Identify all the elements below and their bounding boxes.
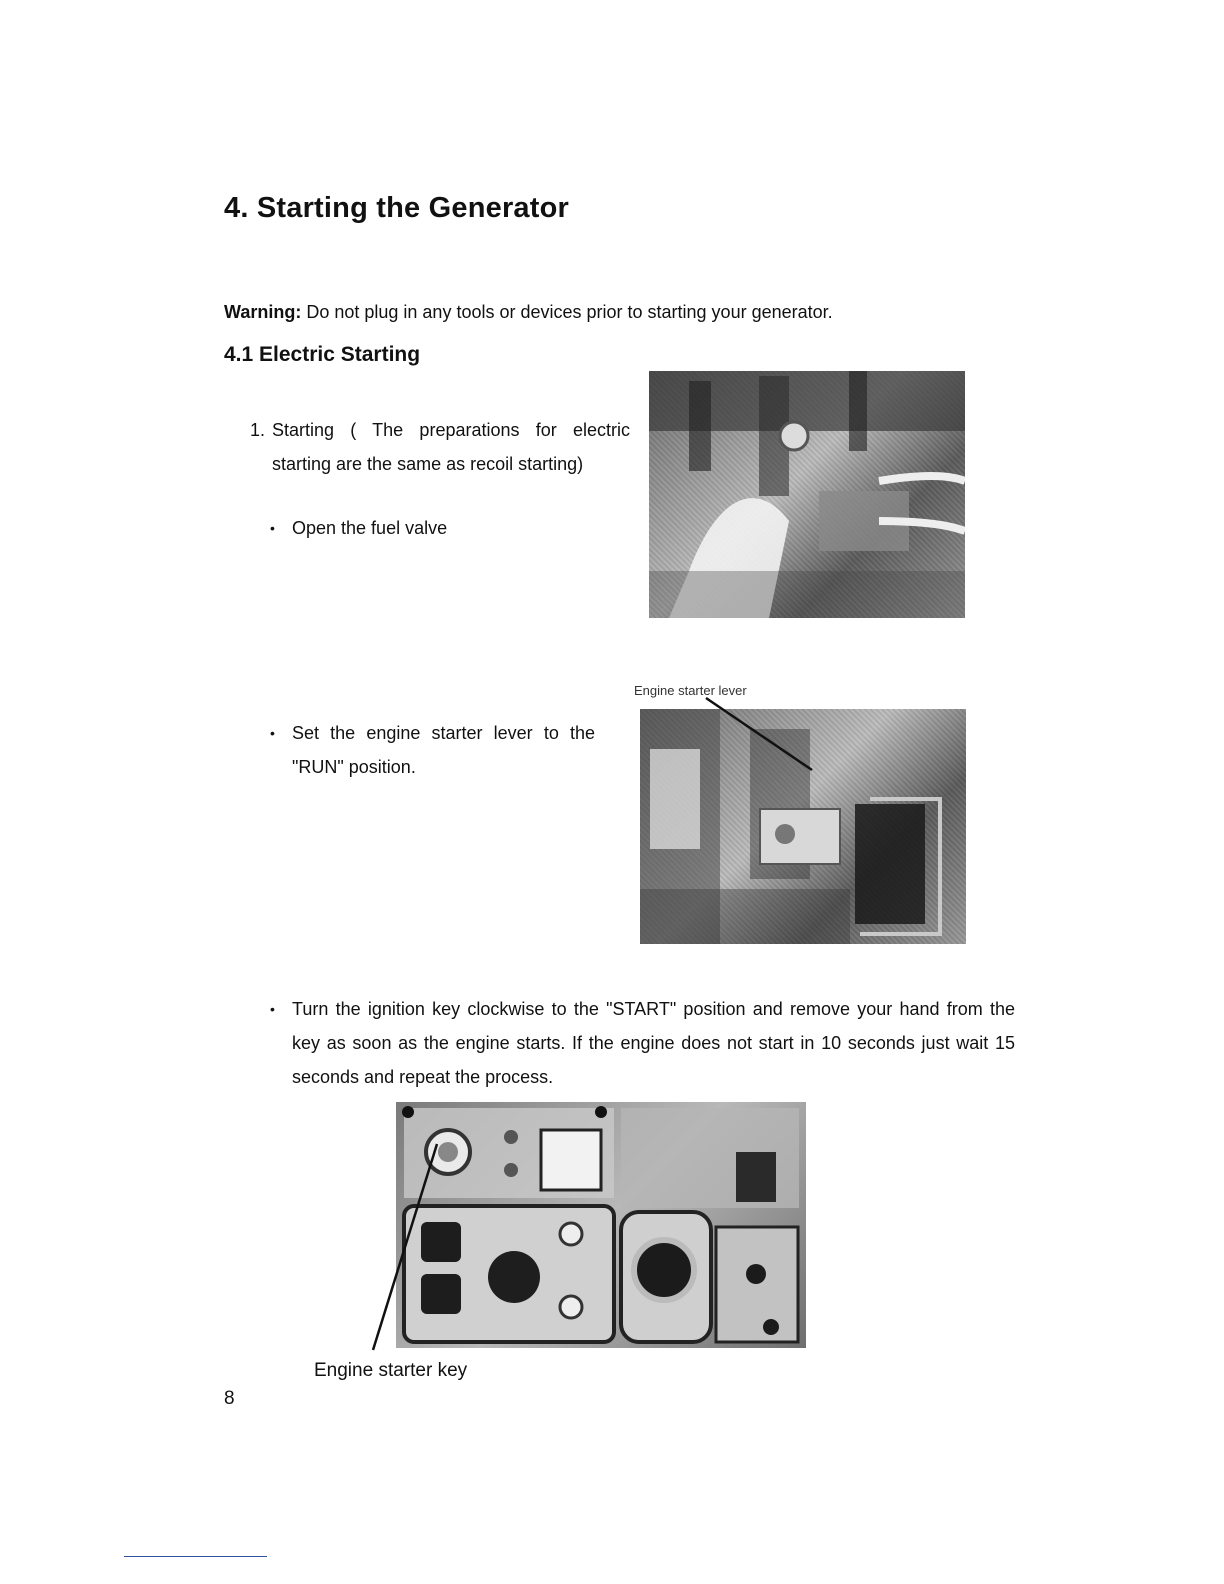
warning-label: Warning: <box>224 302 302 322</box>
warning-note <box>224 302 833 323</box>
bullet-ignition-key <box>270 992 1015 1094</box>
bullet-icon: • <box>270 725 275 741</box>
bullet-starter-lever <box>270 716 595 784</box>
bullet-fuel-valve <box>270 511 610 545</box>
control-panel-illustration <box>396 1102 806 1348</box>
lever-pointer-arrow <box>700 696 820 776</box>
fuel-valve-illustration <box>649 371 965 618</box>
bullet-text: Open the fuel valve <box>292 518 448 538</box>
page-title: 4. Starting the Generator <box>224 192 570 224</box>
control-panel-photo <box>396 1102 806 1348</box>
bullet-text: Turn the ignition key clockwise to the "START" position and remove your hand from the key as soon as the engine starts. If the engine does not start in 10 seconds just wait 15 seconds and repeat the process. <box>292 999 1015 1087</box>
fuel-valve-photo <box>649 371 965 618</box>
key-pointer-line <box>365 1140 445 1355</box>
bullet-text: Set the engine starter lever to the "RUN" position. <box>292 723 595 777</box>
bullet-icon: • <box>270 520 275 536</box>
section-heading: 4.1 Electric Starting <box>224 343 421 366</box>
page-number: 8 <box>224 1388 235 1409</box>
step-number: 1. <box>250 420 266 440</box>
lever-label: Engine starter lever <box>634 683 747 698</box>
warning-text: Do not plug in any tools or devices prior to starting your generator. <box>306 302 833 322</box>
key-label: Engine starter key <box>314 1360 468 1381</box>
footer-rule <box>124 1556 267 1557</box>
step-text: Starting ( The preparations for electric starting are the same as recoil starting) <box>272 420 630 474</box>
step-1 <box>250 413 630 481</box>
bullet-icon: • <box>270 1001 275 1017</box>
